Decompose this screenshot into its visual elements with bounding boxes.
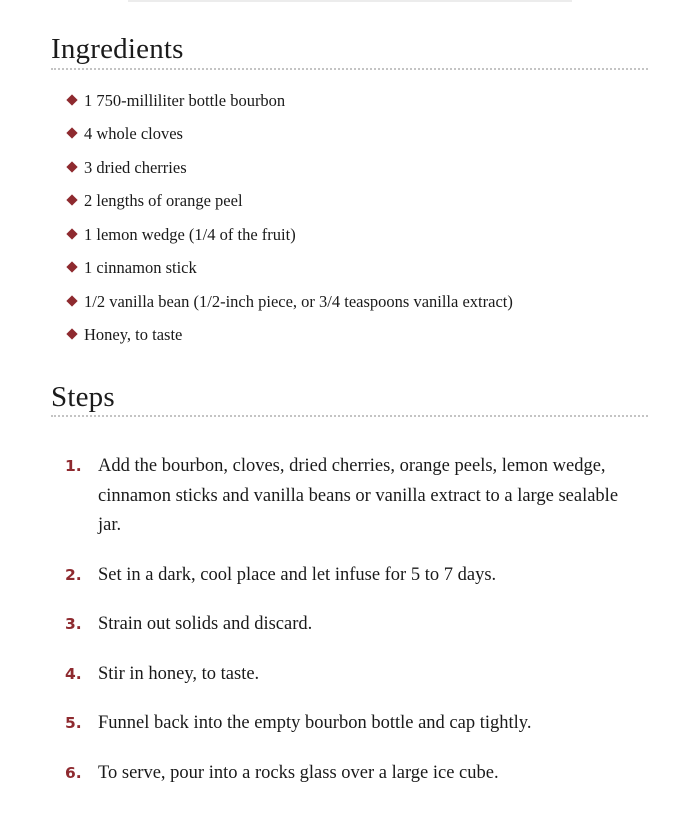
step-number: 6.	[65, 763, 82, 782]
ingredients-divider	[51, 68, 648, 70]
diamond-icon	[66, 228, 77, 239]
step-text: Stir in honey, to taste.	[98, 663, 260, 684]
top-divider	[128, 0, 572, 2]
ingredient-text: 1 750-milliliter bottle bourbon	[84, 90, 286, 110]
step-number: 2.	[65, 565, 82, 584]
ingredient-text: 1 cinnamon stick	[84, 258, 197, 278]
step-number: 3.	[65, 615, 82, 633]
step-text: Funnel back into the empty bourbon bottle and cap tightly.	[98, 713, 532, 733]
ingredient-item	[66, 185, 513, 219]
steps-list	[60, 452, 640, 808]
diamond-icon	[66, 329, 77, 340]
ingredient-text: 4 whole cloves	[84, 124, 183, 144]
ingredient-text: 2 lengths of orange peel	[84, 191, 243, 211]
steps-heading: Steps	[51, 381, 115, 413]
step-text: To serve, pour into a rocks glass over a large ice cube.	[98, 762, 499, 783]
ingredient-item	[66, 319, 513, 353]
ingredient-text: 1/2 vanilla bean (1/2-inch piece, or 3/4 teaspoons vanilla extract)	[84, 291, 513, 311]
steps-divider	[51, 415, 648, 417]
ingredients-heading: Ingredients	[51, 33, 184, 65]
step-item	[60, 561, 640, 591]
step-number: 1.	[65, 457, 82, 475]
ingredient-item	[66, 118, 513, 152]
step-number: 5.	[65, 714, 82, 732]
ingredient-item	[66, 84, 513, 118]
ingredient-text: 1 lemon wedge (1/4 of the fruit)	[84, 224, 296, 244]
ingredient-item	[66, 252, 513, 286]
step-item	[60, 759, 640, 789]
diamond-icon	[66, 195, 77, 206]
ingredient-item	[66, 151, 513, 185]
ingredient-item	[66, 285, 513, 319]
diamond-icon	[66, 295, 77, 306]
diamond-icon	[66, 94, 77, 105]
diamond-icon	[66, 161, 77, 172]
ingredient-text: Honey, to taste	[84, 325, 183, 345]
ingredients-list	[66, 84, 513, 352]
step-item	[60, 709, 640, 739]
step-text: Strain out solids and discard.	[98, 614, 313, 634]
ingredient-item	[66, 218, 513, 252]
diamond-icon	[66, 262, 77, 273]
diamond-icon	[66, 128, 77, 139]
step-item	[60, 610, 640, 640]
ingredient-text: 3 dried cherries	[84, 157, 187, 177]
step-item	[60, 452, 640, 541]
step-number: 4.	[65, 664, 82, 683]
step-text: Set in a dark, cool place and let infuse for 5 to 7 days.	[98, 564, 497, 585]
step-item	[60, 660, 640, 690]
step-text: Add the bourbon, cloves, dried cherries, orange peels, lemon wedge, cinnamon sticks and vanilla beans or vanilla extract to a large sealable jar.	[98, 456, 619, 535]
